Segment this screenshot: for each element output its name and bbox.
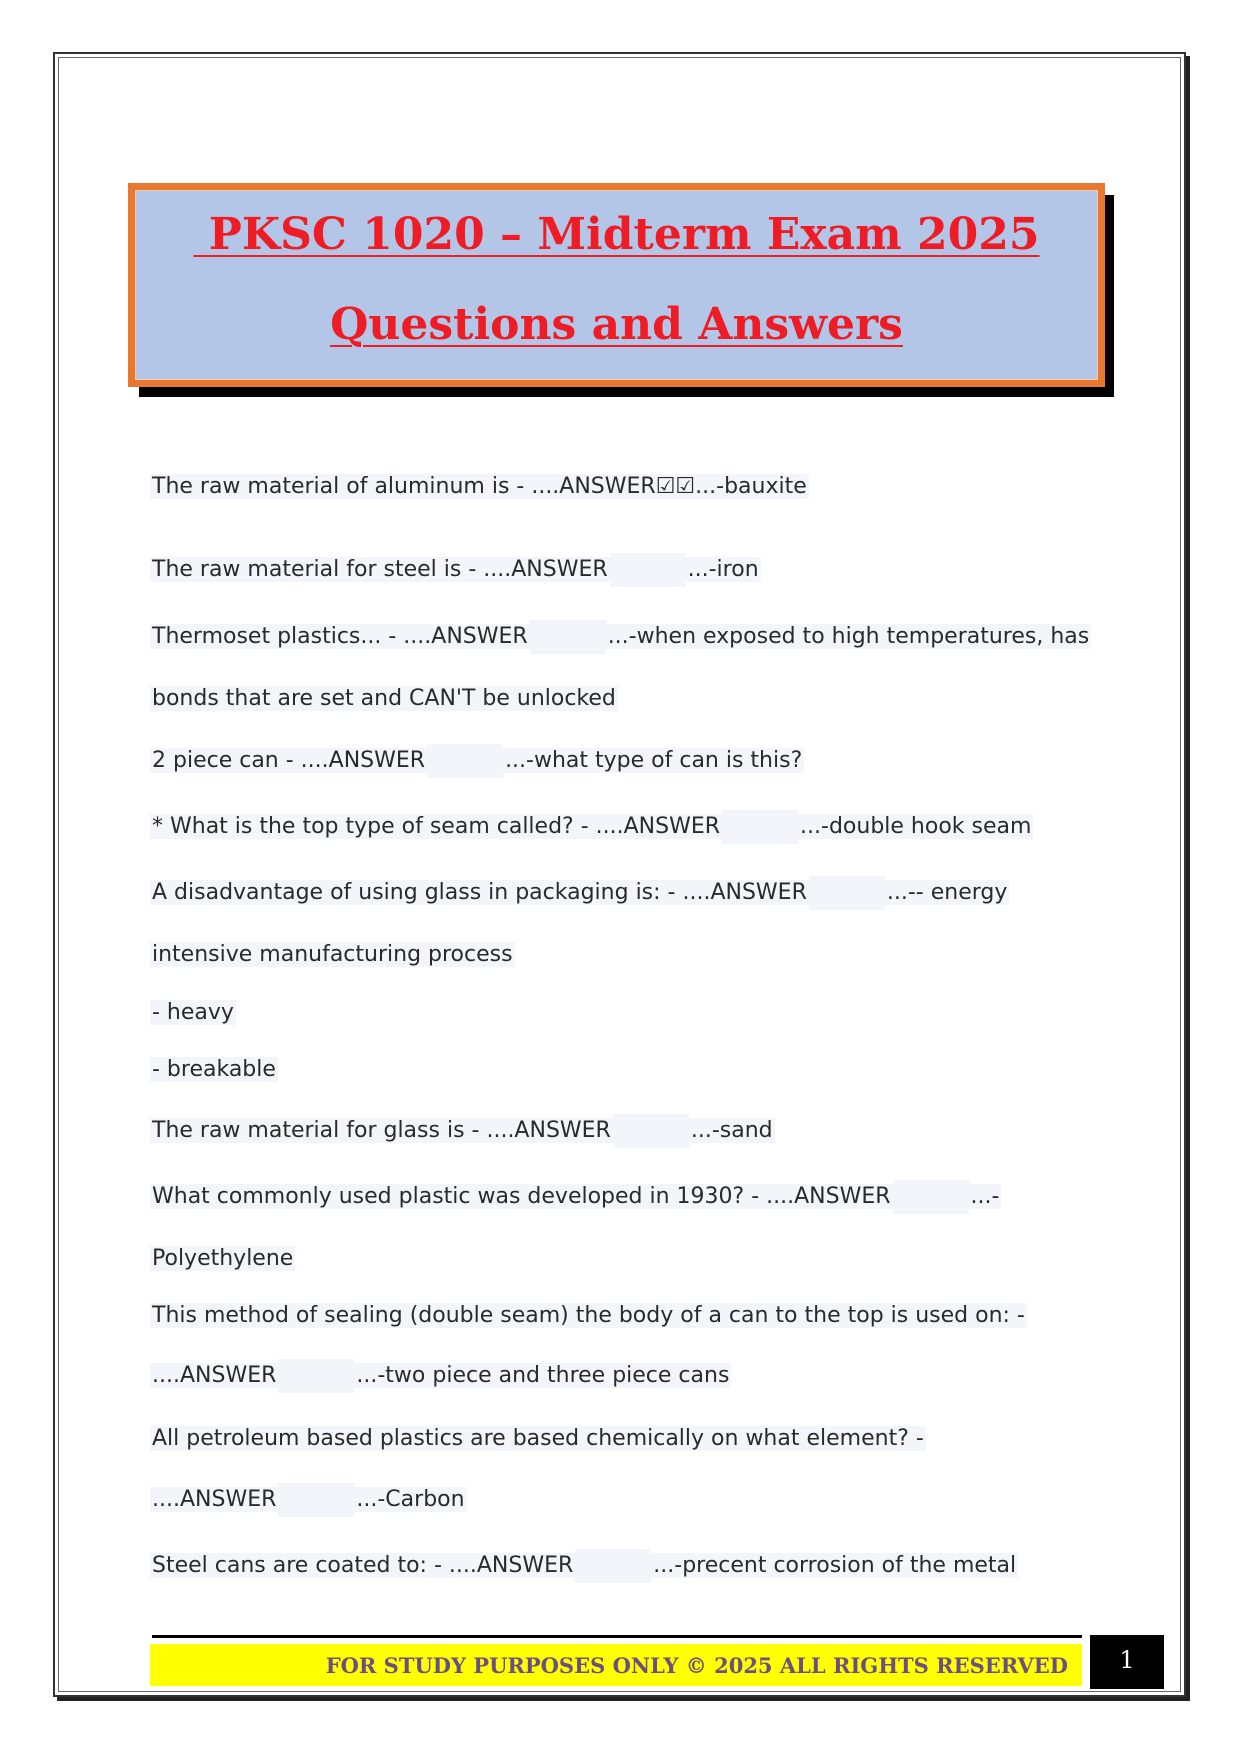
- document-subtitle: Questions and Answers: [330, 299, 903, 350]
- title-box: [128, 183, 1105, 387]
- qa-line: - heavy: [152, 1000, 234, 1025]
- qa-line: ....ANSWER ...-two piece and three piece cans: [150, 1359, 731, 1393]
- qa-line: This method of sealing (double seam) the body of a can to the top is used on: -: [152, 1303, 1025, 1328]
- page-shadow-right: [1186, 56, 1190, 1701]
- qa-line: The raw material for glass is - ....ANSWER ...-sand: [150, 1114, 775, 1148]
- qa-line: All petroleum based plastics are based chemically on what element? -: [152, 1426, 924, 1451]
- qa-line: ....ANSWER ...-Carbon: [150, 1483, 467, 1517]
- title-box-inner: [135, 190, 1098, 380]
- qa-line: Thermoset plastics... - ....ANSWER ...-when exposed to high temperatures, has: [150, 620, 1091, 654]
- qa-line: The raw material for steel is - ....ANSWER ...-iron: [150, 553, 761, 587]
- qa-line: * What is the top type of seam called? - ....ANSWER ...-double hook seam: [150, 810, 1033, 844]
- document-title: PKSC 1020 – Midterm Exam 2025: [193, 209, 1040, 260]
- qa-line: bonds that are set and CAN'T be unlocked: [152, 686, 616, 711]
- qa-line: intensive manufacturing process: [152, 942, 513, 967]
- qa-line: Steel cans are coated to: - ....ANSWER ...-precent corrosion of the metal: [150, 1549, 1018, 1583]
- qa-line: The raw material of aluminum is - ....ANSWER☑☑...-bauxite: [152, 474, 807, 499]
- qa-line: A disadvantage of using glass in packaging is: - ....ANSWER ...-- energy: [150, 876, 1009, 910]
- footer-rule: [152, 1635, 1082, 1638]
- page-number: 1: [1090, 1635, 1164, 1689]
- footer-text: FOR STUDY PURPOSES ONLY © 2025 ALL RIGHTS RESERVED: [325, 1653, 1068, 1678]
- qa-line: - breakable: [152, 1057, 276, 1082]
- qa-line: 2 piece can - ....ANSWER ...-what type of can is this?: [150, 744, 804, 778]
- qa-line: Polyethylene: [152, 1246, 294, 1271]
- page-shadow-bottom: [57, 1697, 1190, 1701]
- qa-line: What commonly used plastic was developed in 1930? - ....ANSWER ...-: [150, 1180, 1001, 1214]
